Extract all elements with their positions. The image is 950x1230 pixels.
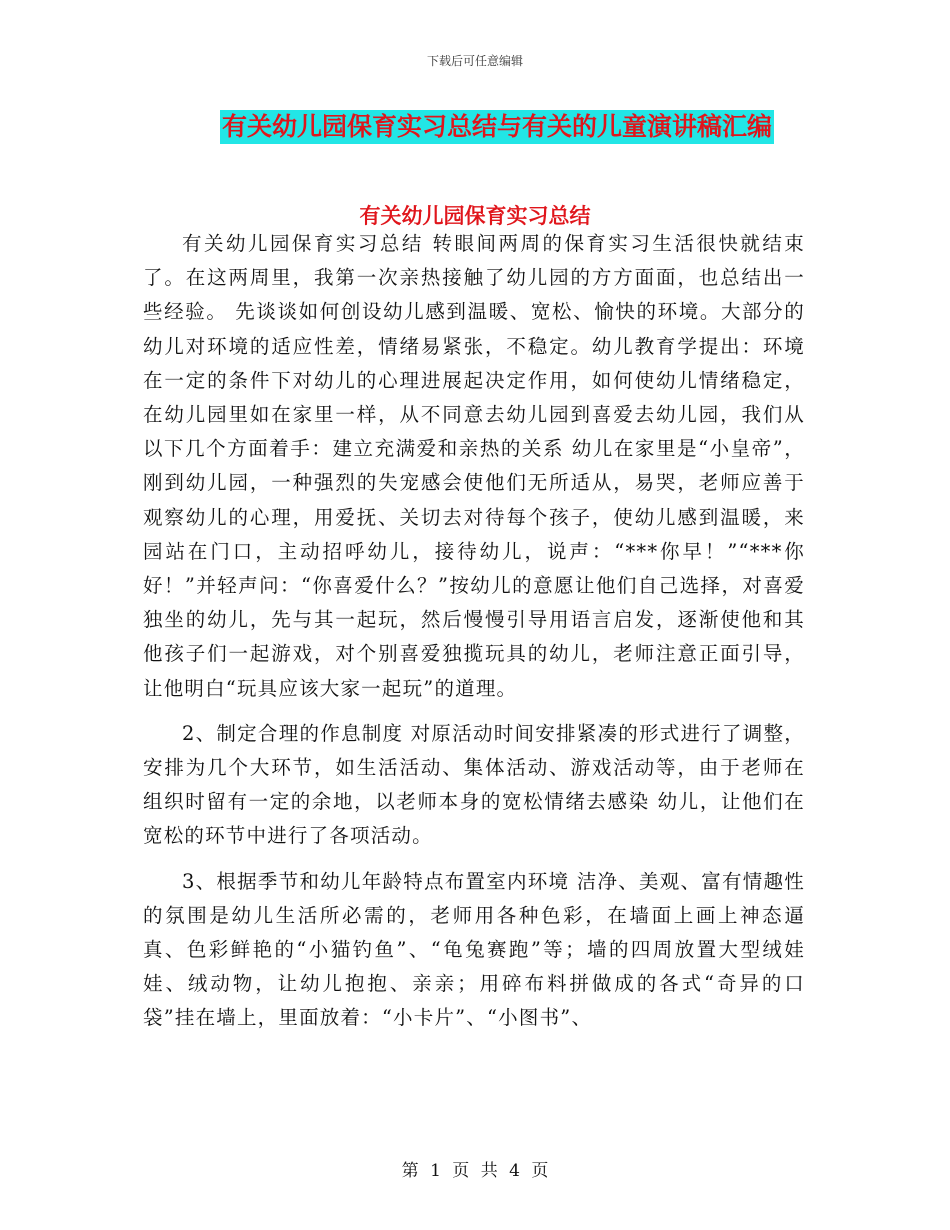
main-title-container (0, 110, 950, 144)
paragraph-3: 3、根据季节和幼儿年龄特点布置室内环境 洁净、美观、富有情趣性的氛围是幼儿生活所必需的，老师用各种色彩，在墙面上画上神态逼真、色彩鲜艳的“小猫钓鱼”、“龟兔赛跑”等；墙的四周放置大型绒娃娃、绒动物，让幼儿抱抱、亲亲；用碎布料拼做成的各式“奇异的口袋”挂在墙上，里面放着：“小卡片”、“小图书”、 (143, 869, 805, 1030)
paragraph-1: 有关幼儿园保育实习总结 转眼间两周的保育实习生活很快就结束了。在这两周里，我第一次亲热接触了幼儿园的方方面面，也总结出一些经验。 先谈谈如何创设幼儿感到温暖、宽松、愉快的环境。大部分的幼儿对环境的适应性差，情绪易紧张，不稳定。幼儿教育学提出：环境在一定的条件下对幼儿的心理进展起决定作用，如何使幼儿情绪稳定，在幼儿园里如在家里一样，从不同意去幼儿园到喜爱去幼儿园，我们从以下几个方面着手：建立充满爱和亲热的关系 幼儿在家里是“小皇帝”，刚到幼儿园，一种强烈的失宠感会使他们无所适从，易哭，老师应善于观察幼儿的心理，用爱抚、关切去对待每个孩子，使幼儿感到温暖，来园站在门口，主动招呼幼儿，接待幼儿，说声：“***你早！”“***你好！”并轻声问：“你喜爱什么？”按幼儿的意愿让他们自己选择，对喜爱独坐的幼儿，先与其一起玩，然后慢慢引导用语言启发，逐渐使他和其他孩子们一起游戏，对个别喜爱独揽玩具的幼儿，老师注意正面引导，让他明白“玩具应该大家一起玩”的道理。 (143, 232, 805, 700)
page-header-note: 下载后可任意编辑 (426, 54, 523, 68)
main-title: 有关幼儿园保育实习总结与有关的儿童演讲稿汇编 (220, 110, 774, 144)
paragraph-2: 2、制定合理的作息制度 对原活动时间安排紧凑的形式进行了调整，安排为几个大环节，如生活活动、集体活动、游戏活动等，由于老师在组织时留有一定的余地，以老师本身的宽松情绪去感染 幼儿，让他们在宽松的环节中进行了各项活动。 (143, 721, 805, 848)
document-body (143, 227, 805, 1036)
page-number-footer: 第 1 页 共 4 页 (401, 1161, 549, 1181)
section-title: 有关幼儿园保育实习总结 (359, 204, 591, 228)
